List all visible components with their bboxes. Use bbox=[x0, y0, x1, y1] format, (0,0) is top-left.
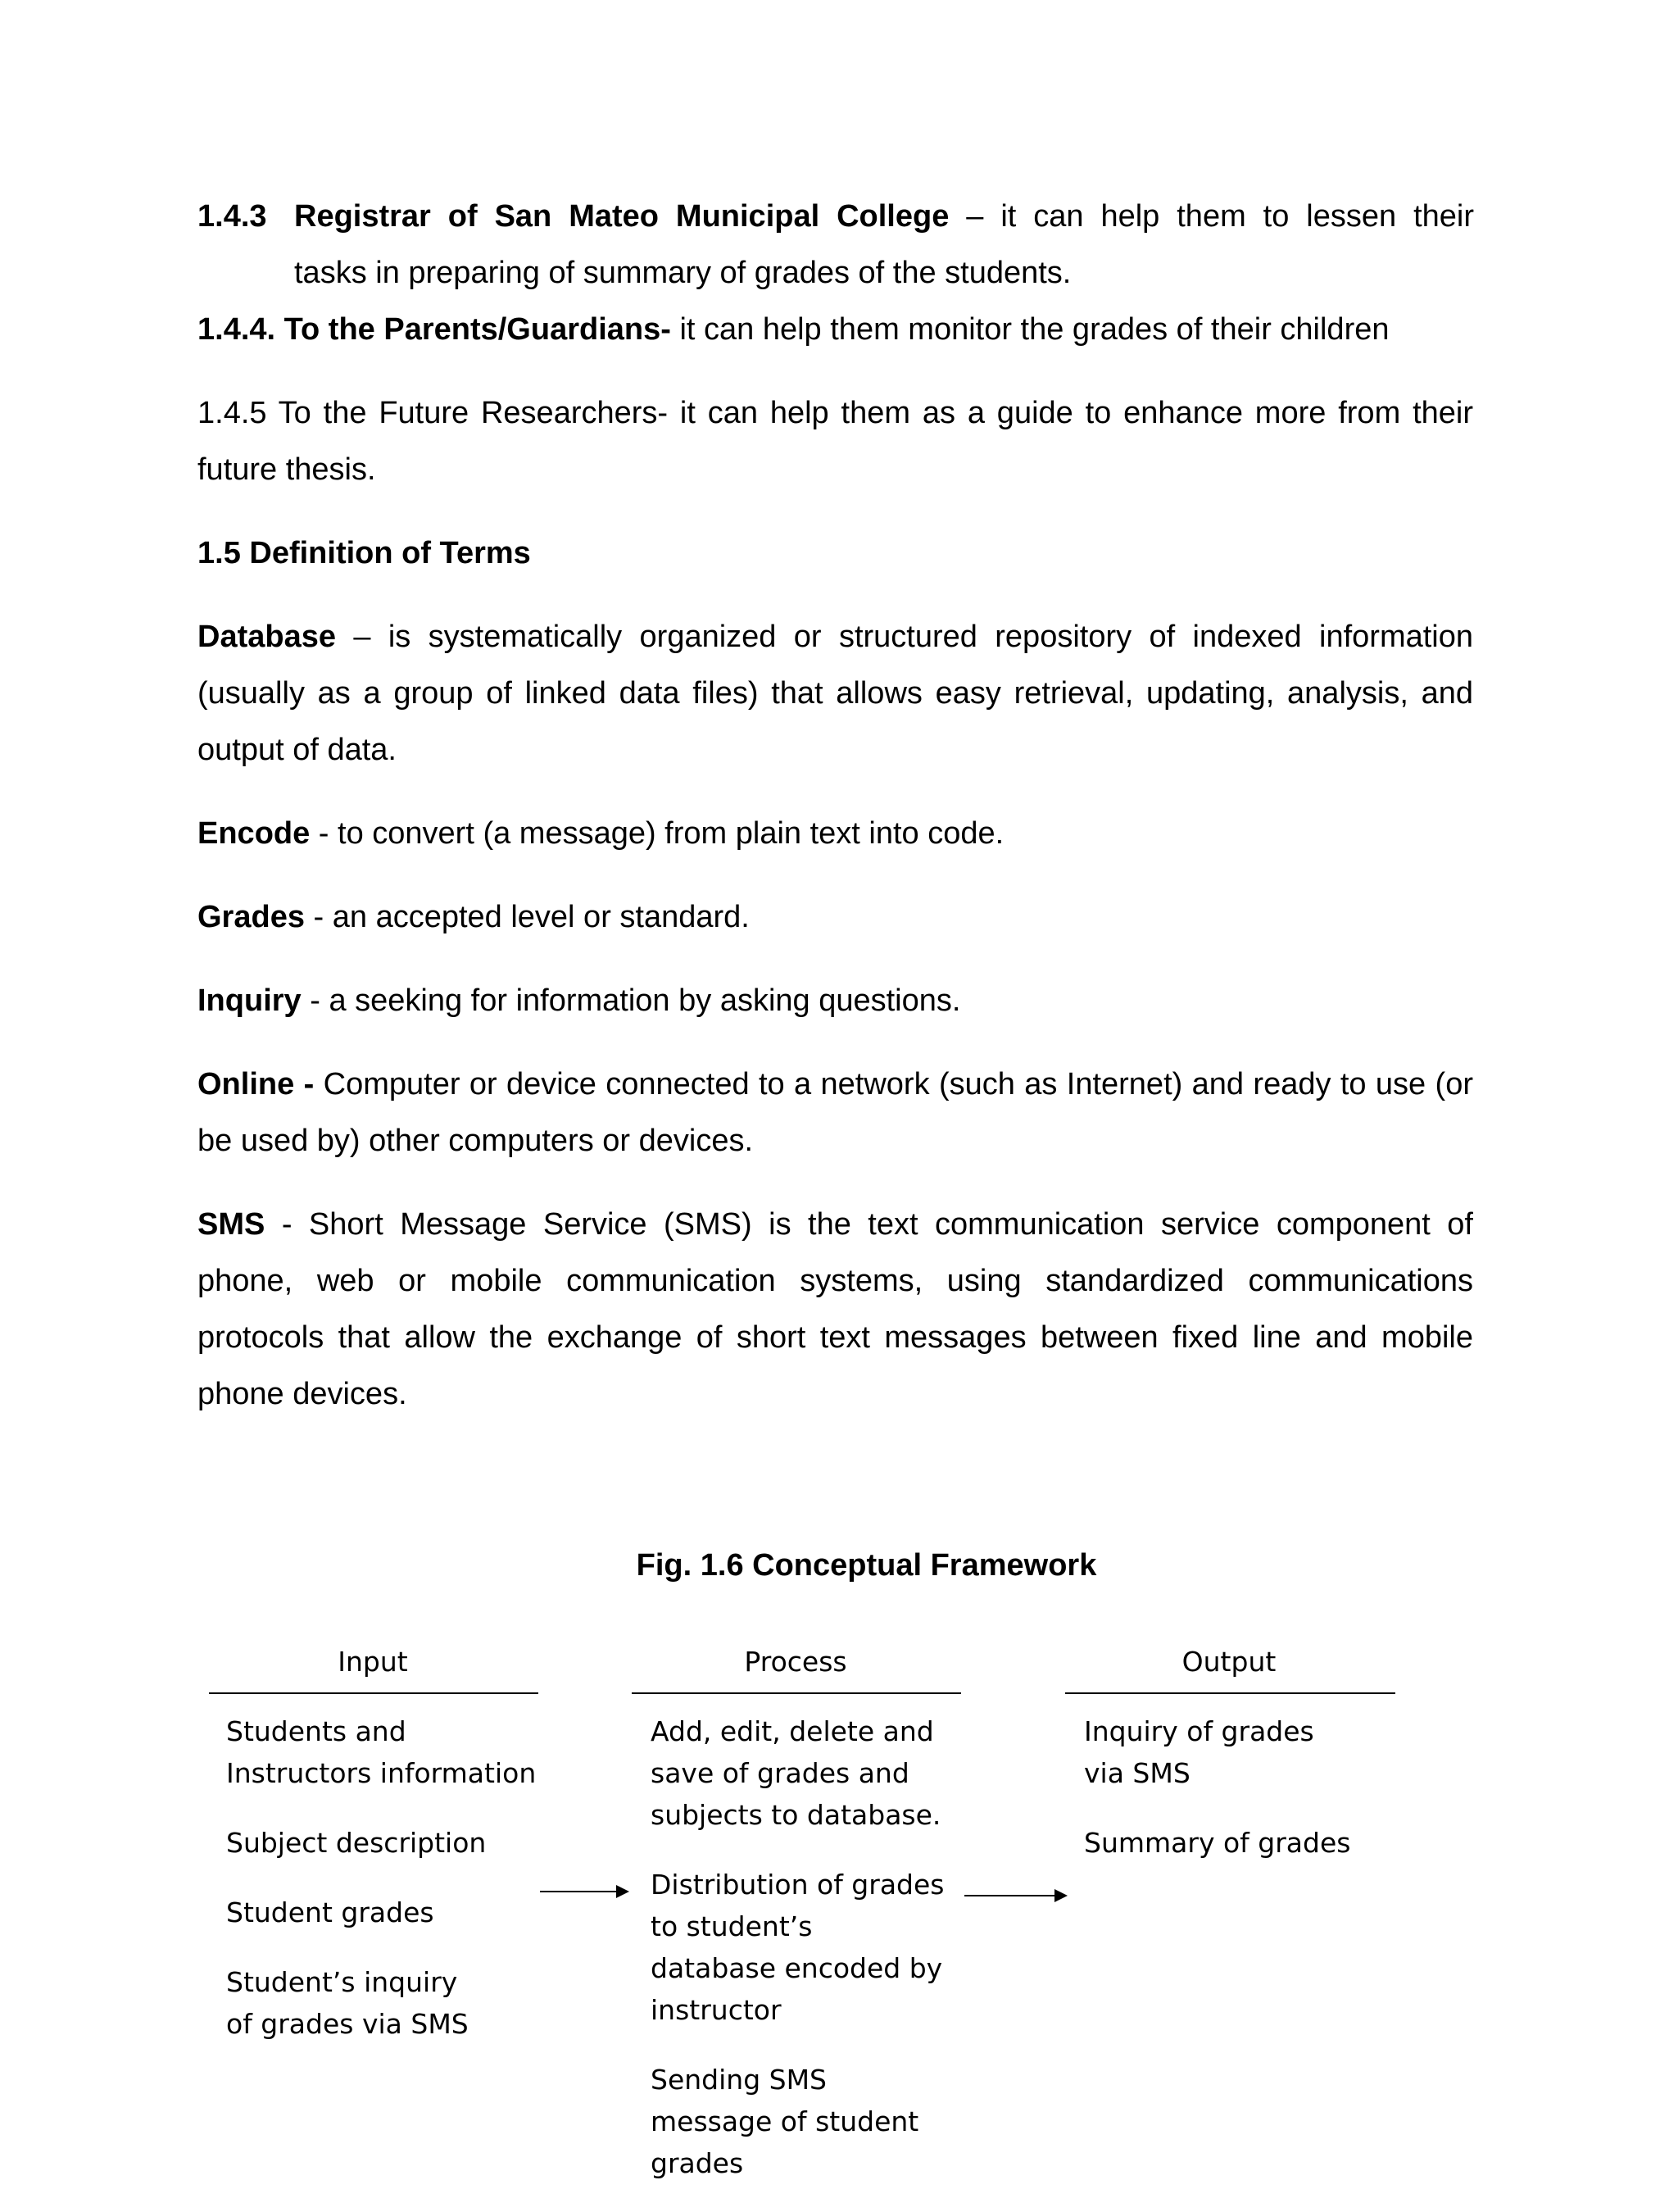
section-1-4-5: 1.4.5 To the Future Researchers- it can help them as a guide to enhance more from their future thesis. bbox=[197, 396, 1473, 487]
term-sms bbox=[197, 1197, 1473, 1423]
input-item: Subject description bbox=[226, 1827, 487, 1859]
term-label: Inquiry bbox=[197, 983, 302, 1018]
process-item: Sending SMS message of student grades bbox=[651, 2064, 919, 2179]
output-item: Summary of grades bbox=[1084, 1827, 1351, 1859]
section-1-4-4-title: 1.4.4. To the Parents/Guardians- bbox=[197, 312, 671, 347]
term-label: Grades bbox=[197, 900, 305, 934]
term-definition: - Short Message Service (SMS) is the text communication service component of phone, web or mobile communication systems, using standardized communications protocols that allow the exchange of short text messages between fixed line and mobile phone devices. bbox=[197, 1207, 1473, 1411]
term-definition: - to convert (a message) from plain text into code. bbox=[310, 816, 1005, 851]
term-inquiry bbox=[197, 973, 1473, 1029]
section-heading-definition-of-terms: 1.5 Definition of Terms bbox=[197, 536, 531, 570]
arrow-right-icon bbox=[964, 1895, 1066, 1896]
process-item: Distribution of grades to student’s database encoded by instructor bbox=[651, 1869, 945, 2026]
term-online bbox=[197, 1056, 1473, 1170]
term-definition: Computer or device connected to a network (such as Internet) and ready to use (or be used by) other computers or devices. bbox=[197, 1067, 1473, 1158]
term-database bbox=[197, 609, 1473, 779]
term-label: SMS bbox=[197, 1207, 265, 1242]
process-item: Add, edit, delete and save of grades and subjects to database. bbox=[651, 1715, 941, 1831]
term-definition: - a seeking for information by asking questions. bbox=[301, 983, 961, 1018]
section-1-4-4-text: it can help them monitor the grades of their children bbox=[670, 312, 1390, 347]
section-1-4-3-line2: tasks in preparing of summary of grades of the students. bbox=[294, 256, 1072, 290]
term-definition: – is systematically organized or structured repository of indexed information (usually as a group of linked data files) that allows easy retrieval, updating, analysis, and output of data. bbox=[197, 620, 1473, 767]
input-item: Students and Instructors information bbox=[226, 1715, 537, 1789]
section-number-1-4-3: 1.4.3 bbox=[197, 199, 267, 234]
input-heading: Input bbox=[338, 1646, 408, 1678]
section-1-4-3-line1 bbox=[294, 188, 1474, 245]
section-1-4-3-title: Registrar of San Mateo Municipal College bbox=[294, 199, 950, 234]
term-label: Online - bbox=[197, 1067, 315, 1101]
section-1-4-3-line1-rest: – it can help them to lessen their bbox=[949, 199, 1474, 234]
input-item: Student’s inquiry of grades via SMS bbox=[226, 1966, 469, 2040]
output-item: Inquiry of grades via SMS bbox=[1084, 1715, 1314, 1789]
arrow-right-icon bbox=[540, 1891, 628, 1892]
term-label: Database bbox=[197, 620, 336, 654]
term-encode bbox=[197, 806, 1473, 862]
term-label: Encode bbox=[197, 816, 311, 851]
section-1-4-4 bbox=[197, 302, 1473, 358]
input-underline bbox=[209, 1692, 538, 1694]
term-definition: - an accepted level or standard. bbox=[304, 900, 750, 934]
process-underline bbox=[632, 1692, 961, 1694]
output-heading: Output bbox=[1181, 1646, 1277, 1678]
input-column bbox=[226, 1710, 537, 2073]
output-underline bbox=[1065, 1692, 1395, 1694]
term-grades bbox=[197, 889, 1473, 946]
section-1-4-3 bbox=[294, 188, 1474, 302]
input-item: Student grades bbox=[226, 1896, 434, 1928]
process-heading: Process bbox=[744, 1646, 847, 1678]
process-column bbox=[651, 1710, 946, 2212]
figure-title: Fig. 1.6 Conceptual Framework bbox=[636, 1548, 1097, 1583]
output-column bbox=[1084, 1710, 1363, 1892]
